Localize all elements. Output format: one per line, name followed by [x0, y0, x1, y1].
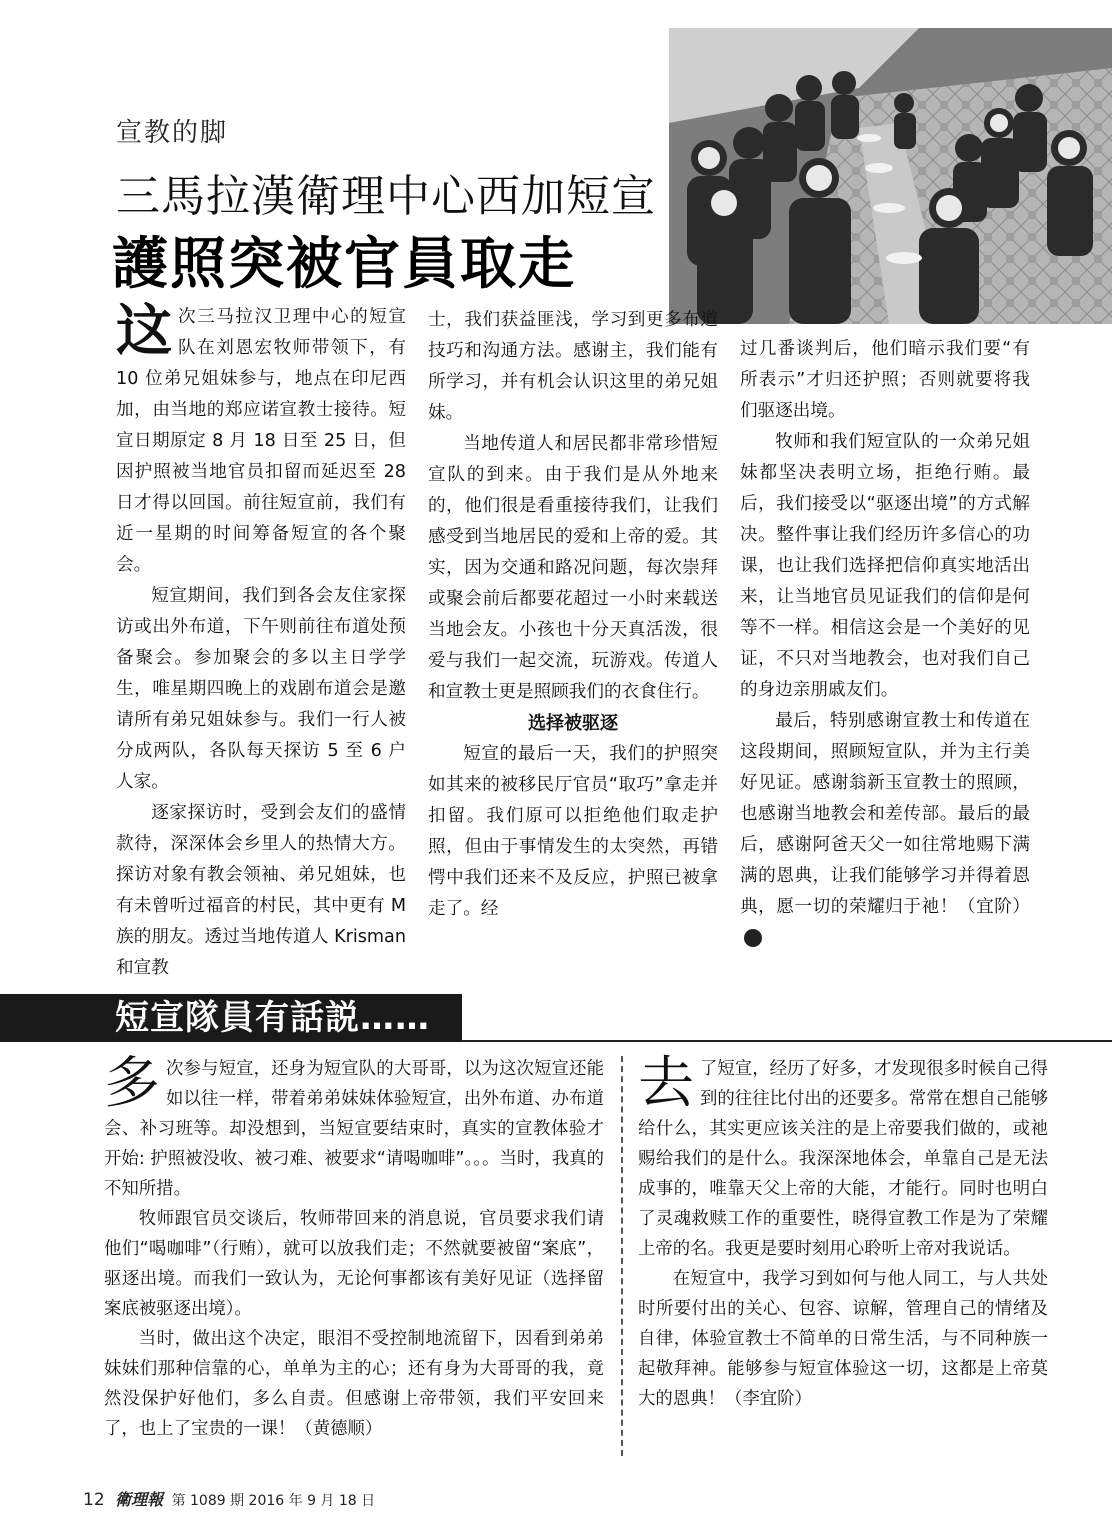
section-banner: 短宣隊員有話説……	[0, 994, 462, 1042]
group-photo	[669, 28, 1112, 324]
page-footer	[83, 1487, 375, 1510]
drop-cap: 这	[116, 299, 172, 364]
group-photo-illustration	[669, 28, 1112, 324]
testimony-right	[638, 1051, 1048, 1414]
headline-line-1: 三馬拉漢衛理中心西加短宣	[116, 171, 656, 222]
column-divider	[621, 1056, 623, 1456]
article-column-3	[740, 334, 1030, 954]
headline-line-2: 護照突被官員取走	[112, 232, 576, 297]
section-kicker: 宣教的脚	[116, 118, 229, 148]
article-paragraph: 短宣期间，我们到各会友住家探访或出外布道，下午则前往布道处预备聚会。参加聚会的多以主日学学生，唯星期四晚上的戏剧布道会是邀请所有弟兄姐妹参与。我们一行人被分成两队，各队每天探访 5 至 6 户人家。	[116, 586, 406, 792]
issue-info: 第 1089 期 2016 年 9 月 18 日	[171, 1493, 376, 1509]
article-paragraph: 当地传道人和居民都非常珍惜短宣队的到来。由于我们是从外地来的，他们很是看重接待我们，让我们感受到当地居民的爱和上帝的爱。其实，因为交通和路况问题，每次崇拜或聚会前后都要花超过一小时来载送当地会友。小孩也十分天真活泼，很爱与我们一起交流，玩游戏。传道人和宣教士更是照顾我们的衣食住行。	[428, 434, 718, 702]
end-mark-icon	[744, 929, 762, 947]
testimony-paragraph: 了短宣，经历了好多，才发现很多时候自己得到的往往比付出的还要多。常常在想自己能够给什么，其实更应该关注的是上帝要我们做的，或祂赐给我们的是什么。我深深地体会，单靠自己是无法成事的，唯靠天父上帝的大能，才能行。同时也明白了灵魂救赎工作的重要性，晓得宣教工作是为了荣耀上帝的名。我更是要时刻用心聆听上帝对我说话。	[638, 1059, 1048, 1259]
article-paragraph: 短宣的最后一天，我们的护照突如其来的被移民厅官员“取巧”拿走并扣留。我们原可以拒绝他们取走护照，但由于事情发生的太突然，再错愕中我们还来不及反应，护照已被拿走了。经	[428, 744, 718, 919]
testimony-left	[104, 1051, 604, 1444]
testimony-paragraph: 当时，做出这个决定，眼泪不受控制地流留下，因看到弟弟妹妹们那种信靠的心，单单为主的心；还有身为大哥哥的我，竟然没保护好他们，多么自责。但感谢上帝带领，我们平安回来了，也上了宝贵的一课！（黄德顺）	[104, 1329, 604, 1439]
article-paragraph: 过几番谈判后，他们暗示我们要“有所表示”才归还护照；否则就要将我们驱逐出境。	[740, 339, 1030, 421]
article-paragraph: 士，我们获益匪浅，学习到更多布道技巧和沟通方法。感谢主，我们能有所学习，并有机会认识这里的弟兄姐妹。	[428, 310, 718, 423]
article-column-1	[116, 299, 406, 984]
article-column-2	[428, 305, 718, 925]
page-number: 12	[83, 1490, 105, 1510]
article-paragraph: 次三马拉汉卫理中心的短宣队在刘恩宏牧师带领下，有 10 位弟兄姐妹参与，地点在印尼西加，由当地的郑应诺宣教士接待。短宣日期原定 8 月 18 日至 25 日，但因护照被当地官员扣留而延迟至 28 日才得以回国。前往短宣前，我们有近一星期的时间筹备短宣的各个聚会。	[116, 307, 406, 575]
article-paragraph: 牧师和我们短宣队的一众弟兄姐妹都坚决表明立场，拒绝行贿。最后，我们接受以“驱逐出境”的方式解决。整件事让我们经历许多信心的功课，也让我们选择把信仰真实地活出来，让当地官员见证我们的信仰是何等不一样。相信这会是一个美好的见证，不只对当地教会，也对我们自己的身边亲朋戚友们。	[740, 432, 1030, 700]
article-subheading: 选择被驱逐	[528, 713, 618, 734]
article-paragraph: 逐家探访时，受到会友们的盛情款待，深深体会乡里人的热情大方。探访对象有教会领袖、弟兄姐妹，也有未曾听过福音的村民，其中更有 M 族的朋友。透过当地传道人 Krisman 和宣教	[116, 803, 406, 978]
drop-cap: 去	[638, 1051, 694, 1116]
drop-cap: 多	[104, 1051, 160, 1116]
article-paragraph: 最后，特别感谢宣教士和传道在这段期间，照顾短宣队，并为主行美好见证。感谢翁新玉宣教士的照顾，也感谢当地教会和差传部。最后的最后，感谢阿爸天父一如往常地赐下满满的恩典，让我们能够学习并得着恩典，愿一切的荣耀归于祂！（宜阶）	[740, 711, 1030, 917]
section-rule	[462, 1040, 1112, 1042]
masthead-logo: 衛理報	[115, 1490, 164, 1509]
testimony-paragraph: 次参与短宣，还身为短宣队的大哥哥，以为这次短宣还能如以往一样，带着弟弟妹妹体验短宣，出外布道、办布道会、补习班等。却没想到，当短宣要结束时，真实的宣教体验才开始: 护照被没收、被刁难、被要求“请喝咖啡”。。。当时，我真的不知所措。	[104, 1059, 604, 1199]
testimony-paragraph: 在短宣中，我学习到如何与他人同工，与人共处时所要付出的关心、包容、谅解，管理自己的情绪及自律，体验宣教士不简单的日常生活，与不同种族一起敬拜神。能够参与短宣体验这一切，这都是上帝莫大的恩典！（李宜阶）	[638, 1269, 1048, 1409]
testimony-paragraph: 牧师跟官员交谈后，牧师带回来的消息说，官员要求我们请他们“喝咖啡”（行贿），就可以放我们走；不然就要被留“案底”，驱逐出境。而我们一致认为，无论何事都该有美好见证（选择留案底被驱逐出境）。	[104, 1209, 604, 1319]
